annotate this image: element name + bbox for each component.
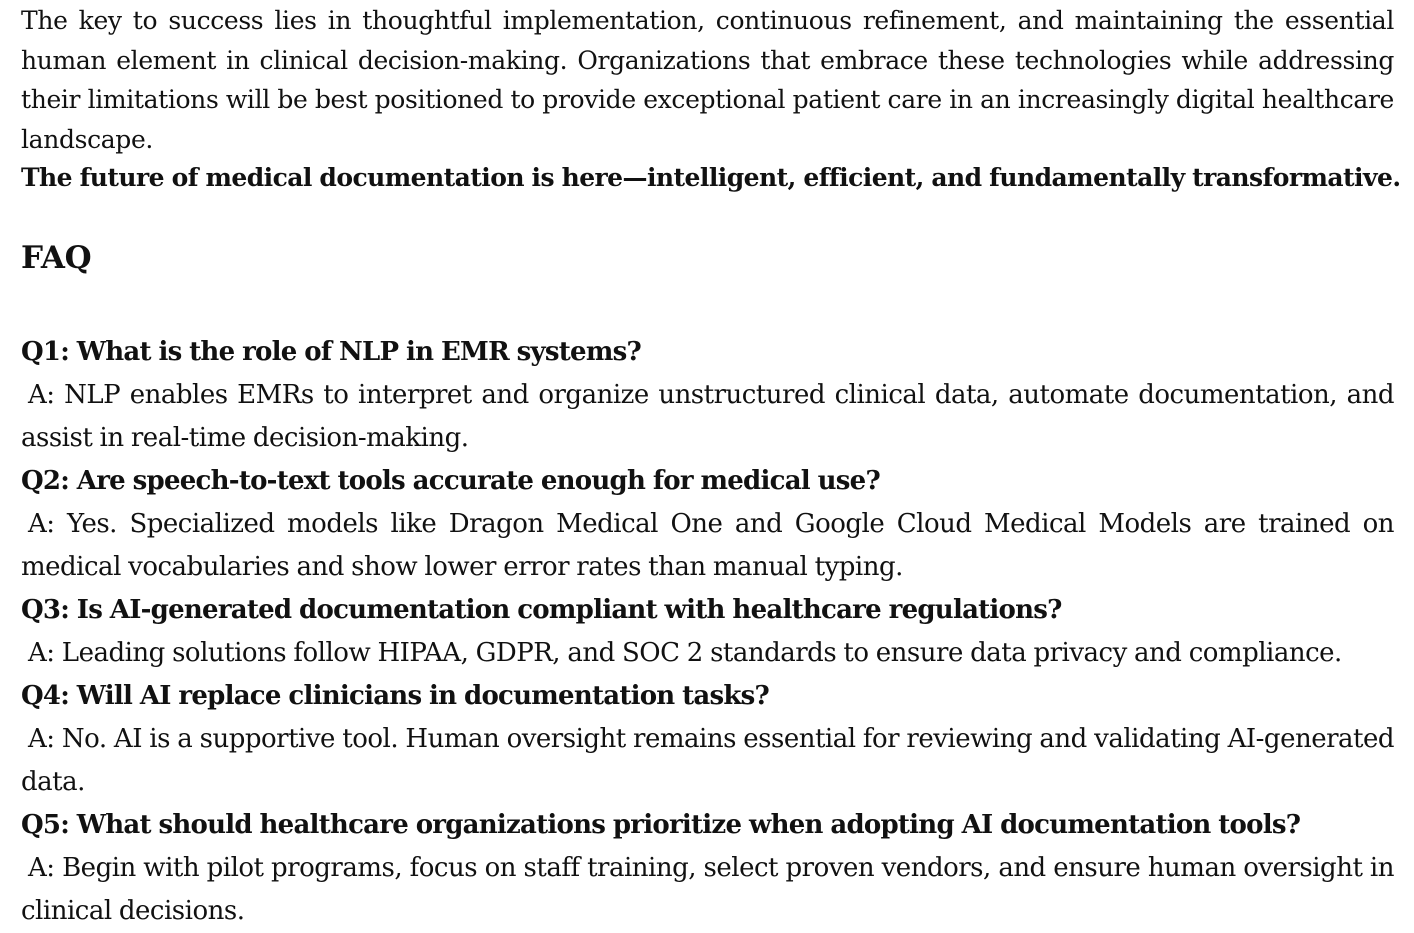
faq-answer-container bbox=[21, 374, 1394, 460]
faq-list bbox=[21, 331, 1394, 933]
faq-answer: A: Begin with pilot programs, focus on staff training, select proven vendors, and ensure human oversight in clinical decisions. bbox=[21, 853, 1394, 926]
faq-answer-container bbox=[21, 503, 1394, 589]
faq-answer-container bbox=[21, 632, 1394, 675]
article-body bbox=[21, 0, 1401, 926]
faq-question: Q1: What is the role of NLP in EMR systems? bbox=[21, 337, 641, 367]
faq-item-5 bbox=[21, 804, 1394, 933]
faq-answer: A: Leading solutions follow HIPAA, GDPR, and SOC 2 standards to ensure data privacy and compliance. bbox=[28, 638, 1342, 668]
faq-item-3 bbox=[21, 589, 1394, 675]
faq-question: Q5: What should healthcare organizations prioritize when adopting AI documentation tools? bbox=[21, 810, 1301, 840]
faq-answer: A: No. AI is a supportive tool. Human oversight remains essential for reviewing and validating AI-generated data. bbox=[21, 724, 1394, 797]
conclusion-paragraph: The key to success lies in thoughtful implementation, continuous refinement, and maintaining the essential human element in clinical decision-making. Organizations that embrace these technologies while addressing their limitations will be best positioned to provide exceptional patient care in an increasingly digital healthcare landscape. bbox=[21, 6, 1394, 154]
faq-item-2 bbox=[21, 460, 1394, 589]
faq-item-4 bbox=[21, 675, 1394, 804]
faq-answer: A: NLP enables EMRs to interpret and organize unstructured clinical data, automate documentation, and assist in real-time decision-making. bbox=[21, 380, 1394, 453]
faq-question: Q4: Will AI replace clinicians in documentation tasks? bbox=[21, 681, 770, 711]
closing-statement: The future of medical documentation is here—intelligent, efficient, and fundamentally transformative. bbox=[21, 163, 1401, 192]
faq-question: Q2: Are speech-to-text tools accurate enough for medical use? bbox=[21, 466, 880, 496]
faq-question: Q3: Is AI-generated documentation compliant with healthcare regulations? bbox=[21, 595, 1062, 625]
faq-answer-container bbox=[21, 847, 1394, 933]
faq-item-1 bbox=[21, 331, 1394, 460]
faq-heading: FAQ bbox=[21, 240, 92, 276]
faq-answer: A: Yes. Specialized models like Dragon Medical One and Google Cloud Medical Models are trained on medical vocabularies and show lower error rates than manual typing. bbox=[21, 509, 1394, 582]
faq-answer-container bbox=[21, 718, 1394, 804]
